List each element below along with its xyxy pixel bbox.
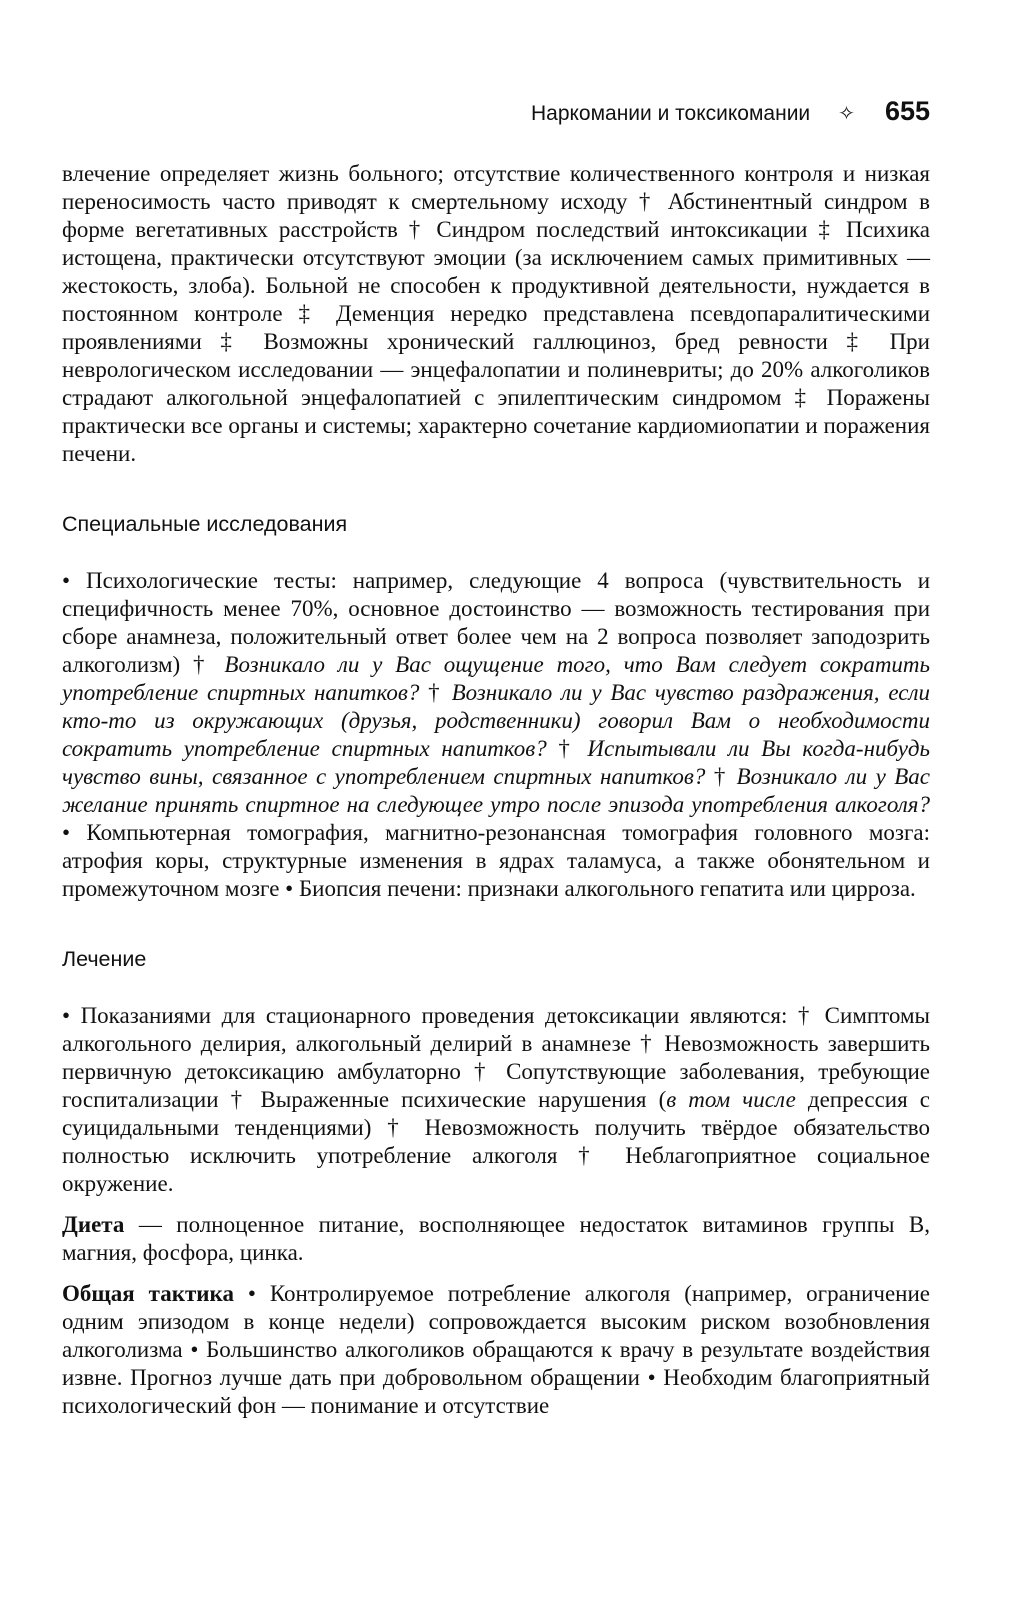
indications-emphasis: в том числе — [666, 1087, 796, 1112]
page-number: 655 — [884, 96, 930, 126]
indications-text: • Показаниями для стационарного проведения детоксикации являются: † Симптомы алкогольного делирия, алкогольный делирий в анамнезе † Невозможность завершить первичную детоксикацию амбулаторно † Сопутствующие заболевания, требующие госпитализации † Выраженные психические нарушения ( — [62, 1003, 930, 1112]
imaging-biopsy-text: • Компьютерная томография, магнитно-резонансная томография головного мозга: атрофия коры, структурные изменения в ядрах таламуса, а также обонятельном и промежуточном мозге • Биопсия печени: признаки алкогольного гепатита или цирроза. — [62, 820, 930, 901]
question-4: Возникало ли у Вас желание принять спиртное на следующее утро после эпизода употребления алкоголя? — [62, 764, 930, 817]
question-2: Возникало ли у Вас чувство раздражения, если кто-то из окружающих (друзья, родственники) говорил Вам о необходимости сократить употребление спиртных напитков? — [62, 680, 930, 761]
separator: † — [546, 736, 588, 761]
section-heading-treatment: Лечение — [62, 947, 147, 971]
separator: † — [419, 680, 452, 705]
hospitalization-indications-paragraph — [62, 1002, 930, 1198]
tactics-label: Общая тактика — [62, 1281, 234, 1306]
tactics-text: • Контролируемое потребление алкоголя (например, ограничение одним эпизодом в конце недели) сопровождается высоким риском возобновления алкоголизма • Большинство алкоголиков обращаются к врачу в результате воздействия извне. Прогноз лучше дать при добровольном обращении • Необходим благоприятный психологический фон — понимание и отсутствие — [62, 1281, 930, 1418]
psych-tests-text: • Психологические тесты: например, следующие 4 вопроса (чувствительность и специфичность менее 70%, основное достоинство — возможность тестирования при сборе анамнеза, положительный ответ более чем на 2 вопроса позволяет заподозрить алкоголизм) † — [62, 568, 930, 677]
diet-label: Диета — [62, 1212, 125, 1237]
running-header — [62, 96, 930, 146]
special-studies-paragraph — [62, 567, 930, 903]
tactics-paragraph — [62, 1280, 930, 1420]
diet-paragraph — [62, 1211, 930, 1267]
indications-text-end: депрессия с суицидальными тенденциями) † Невозможность получить твёрдое обязательство полностью исключить употребление алкоголя † Неблагоприятное социальное окружение. — [62, 1087, 930, 1196]
question-3: Испытывали ли Вы когда-нибудь чувство вины, связанное с употреблением спиртных напитков? — [62, 736, 930, 789]
running-title: Наркомании и токсикомании — [530, 102, 811, 125]
intro-paragraph: влечение определяет жизнь больного; отсутствие количественного контроля и низкая переносимость часто приводят к смертельному исходу † Абстинентный синдром в форме вегетативных расстройств † Синдром последствий интоксикации ‡ Психика истощена, практически отсутствуют эмоции (за исключением самых примитивных — жестокость, злоба). Больной не способен к продуктивной деятельности, нуждается в постоянном контроле ‡ Деменция нередко представлена псевдопаралитическими проявлениями ‡ Возможны хронический галлюциноз, бред ревности ‡ При неврологическом исследовании — энцефалопатии и полиневриты; до 20% алкоголиков страдают алкогольной энцефалопатией с эпилептическим синдромом ‡ Поражены практически все органы и системы; характерно сочетание кардиомиопатии и поражения печени. — [62, 161, 930, 466]
section-heading-special-studies: Специальные исследования — [62, 512, 348, 536]
diamond-icon: ✧ — [838, 103, 855, 125]
diet-text: — полноценное питание, восполняющее недостаток витаминов группы В, магния, фосфора, цинка. — [62, 1212, 930, 1265]
separator: † — [705, 764, 737, 789]
question-1: Возникало ли у Вас ощущение того, что Вам следует сократить употребление спиртных напитков? — [62, 652, 931, 705]
